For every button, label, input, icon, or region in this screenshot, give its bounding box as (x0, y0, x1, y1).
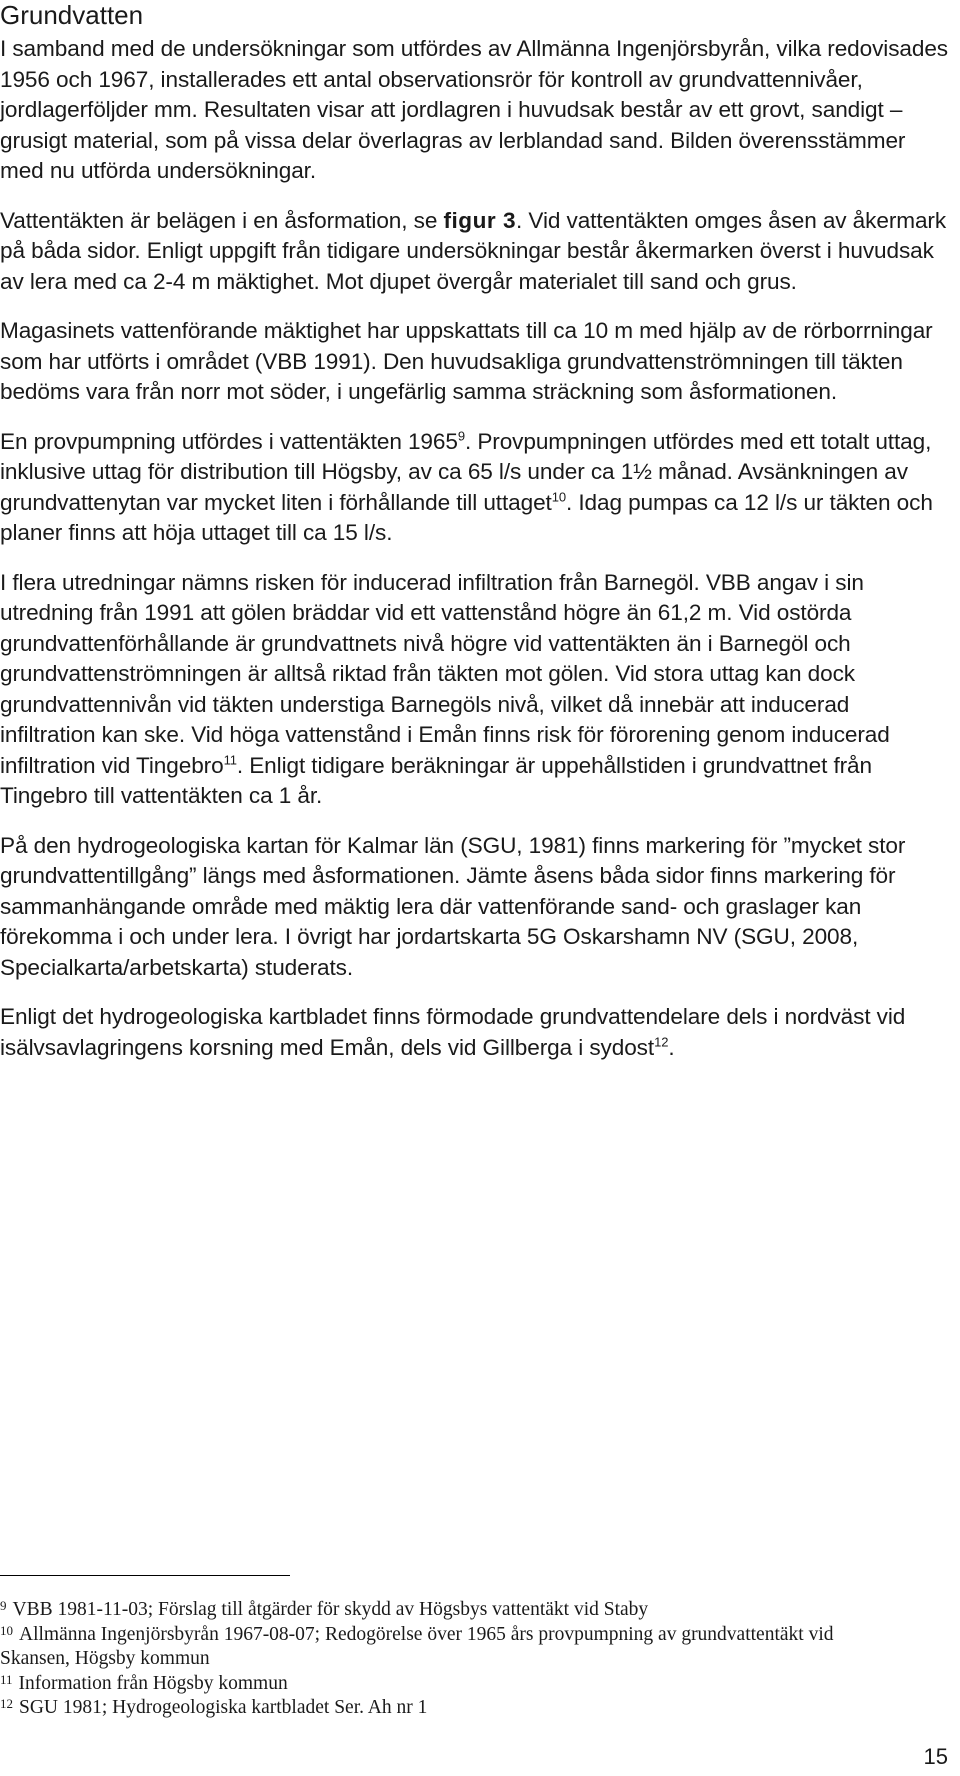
paragraph-4-text-c: . Idag pumpas ca 12 l/s ur täkten och planer finns att höja uttaget till ca 15 l/s. (0, 489, 933, 545)
footnote-10 (0, 1623, 900, 1672)
figure-reference: figur 3 (443, 207, 517, 233)
footnote-11 (0, 1672, 900, 1697)
footnote-12 (0, 1696, 900, 1721)
paragraph-5 (0, 568, 950, 812)
footnote-text: Allmänna Ingenjörsbyrån 1967-08-07; Redogörelse över 1965 års provpumpning av grundvattentäkt vid Skansen, Högsby kommun (0, 1623, 834, 1669)
footnote-ref-10: 10 (551, 488, 566, 504)
footnote-text: SGU 1981; Hydrogeologiska kartbladet Ser. Ah nr 1 (19, 1697, 428, 1718)
footnote-text: VBB 1981-11-03; Förslag till åtgärder för skydd av Högsbys vattentäkt vid Staby (12, 1599, 649, 1620)
footnote-number: 9 (0, 1598, 7, 1613)
paragraph-7-text-b: . (668, 1034, 675, 1060)
body-text (0, 34, 950, 1082)
paragraph-4-text-a: En provpumpning utfördes i vattentäkten 1965 (0, 428, 458, 454)
paragraph-4-text-b: . Provpumpningen utfördes med ett totalt uttag, inklusive uttag för distribution till Högsby, av ca 65 l/s under ca 1½ månad. Avsänkningen av grundvattenytan var mycket liten i förhållande till uttaget (0, 428, 932, 515)
paragraph-4 (0, 427, 950, 549)
paragraph-7 (0, 1002, 950, 1063)
paragraph-1: I samband med de undersökningar som utfördes av Allmänna Ingenjörsbyrån, vilka redovisades 1956 och 1967, installerades ett antal observationsrör för kontroll av grundvattennivåer, jordlagerföljder mm. Resultaten visar att jordlagren i huvudsak består av ett grovt, sandigt – grusigt material, som på vissa delar överlagras av lerblandad sand. Bilden överensstämmer med nu utförda undersökningar. (0, 36, 949, 183)
footnote-divider (0, 1575, 290, 1576)
paragraph-3: Magasinets vattenförande mäktighet har uppskattats till ca 10 m med hjälp av de rörborrningar som har utförts i området (VBB 1991). Den huvudsakliga grundvattenströmningen till täkten bedöms vara från norr mot söder, i ungefärlig samma sträckning som åsformationen. (0, 318, 933, 404)
paragraph-2-text-b: . Vid vattentäkten omges åsen av åkermark på båda sidor. Enligt uppgift från tidigare undersökningar består åkermarken överst i huvudsak av lera med ca 2-4 m mäktighet. Mot djupet övergår materialet till sand och grus. (0, 207, 947, 294)
paragraph-6: På den hydrogeologiska kartan för Kalmar län (SGU, 1981) finns markering för ”mycket stor grundvattentillgång” längs med åsformationen. Jämte åsens båda sidor finns markering för sammanhängande område med mäktig lera där vattenförande sand- och graslager kan förekomma i och under lera. I övrigt har jordartskarta 5G Oskarshamn NV (SGU, 2008, Specialkarta/arbetskarta) studerats. (0, 832, 906, 980)
paragraph-5-text-b: . Enligt tidigare beräkningar är uppehållstiden i grundvattnet från Tingebro till vattentäkten ca 1 år. (0, 752, 872, 808)
paragraph-7-text-a: Enligt det hydrogeologiska kartbladet finns förmodade grundvattendelare dels i nordväst vid isälvsavlagringens korsning med Emån, dels vid Gillberga i sydost (0, 1004, 906, 1060)
footnote-text: Information från Högsby kommun (18, 1672, 288, 1694)
paragraph-5-text-a: I flera utredningar nämns risken för inducerad infiltration från Barnegöl. VBB angav i sin utredning från 1991 att gölen bräddar vid ett vattenstånd högre än 61,2 m. Vid ostörda grundvattenförhållande är grundvattnets nivå högre vid vattentäkten än i Barnegöl och grundvattenströmningen är alltså riktad från täkten mot gölen. Vid stora uttag kan dock grundvattennivån vid täkten understiga Barnegöls nivå, vilket då innebär att inducerad infiltration kan ske. Vid höga vattenstånd i Emån finns risk för förorening genom inducerad infiltration vid Tingebro (0, 569, 890, 778)
footnote-number: 10 (0, 1622, 13, 1638)
footnote-ref-12: 12 (654, 1033, 669, 1049)
footnotes (0, 1598, 900, 1721)
paragraph-2 (0, 206, 950, 298)
section-heading: Grundvatten (0, 0, 144, 30)
paragraph-2-text-a: Vattentäkten är belägen i en åsformation, se (0, 207, 444, 233)
footnote-number: 12 (0, 1696, 13, 1711)
footnote-number: 11 (0, 1671, 13, 1687)
footnote-ref-9: 9 (457, 427, 465, 443)
page-number: 15 (923, 1744, 948, 1769)
footnote-ref-11: 11 (223, 751, 237, 767)
footnote-9 (0, 1598, 900, 1623)
